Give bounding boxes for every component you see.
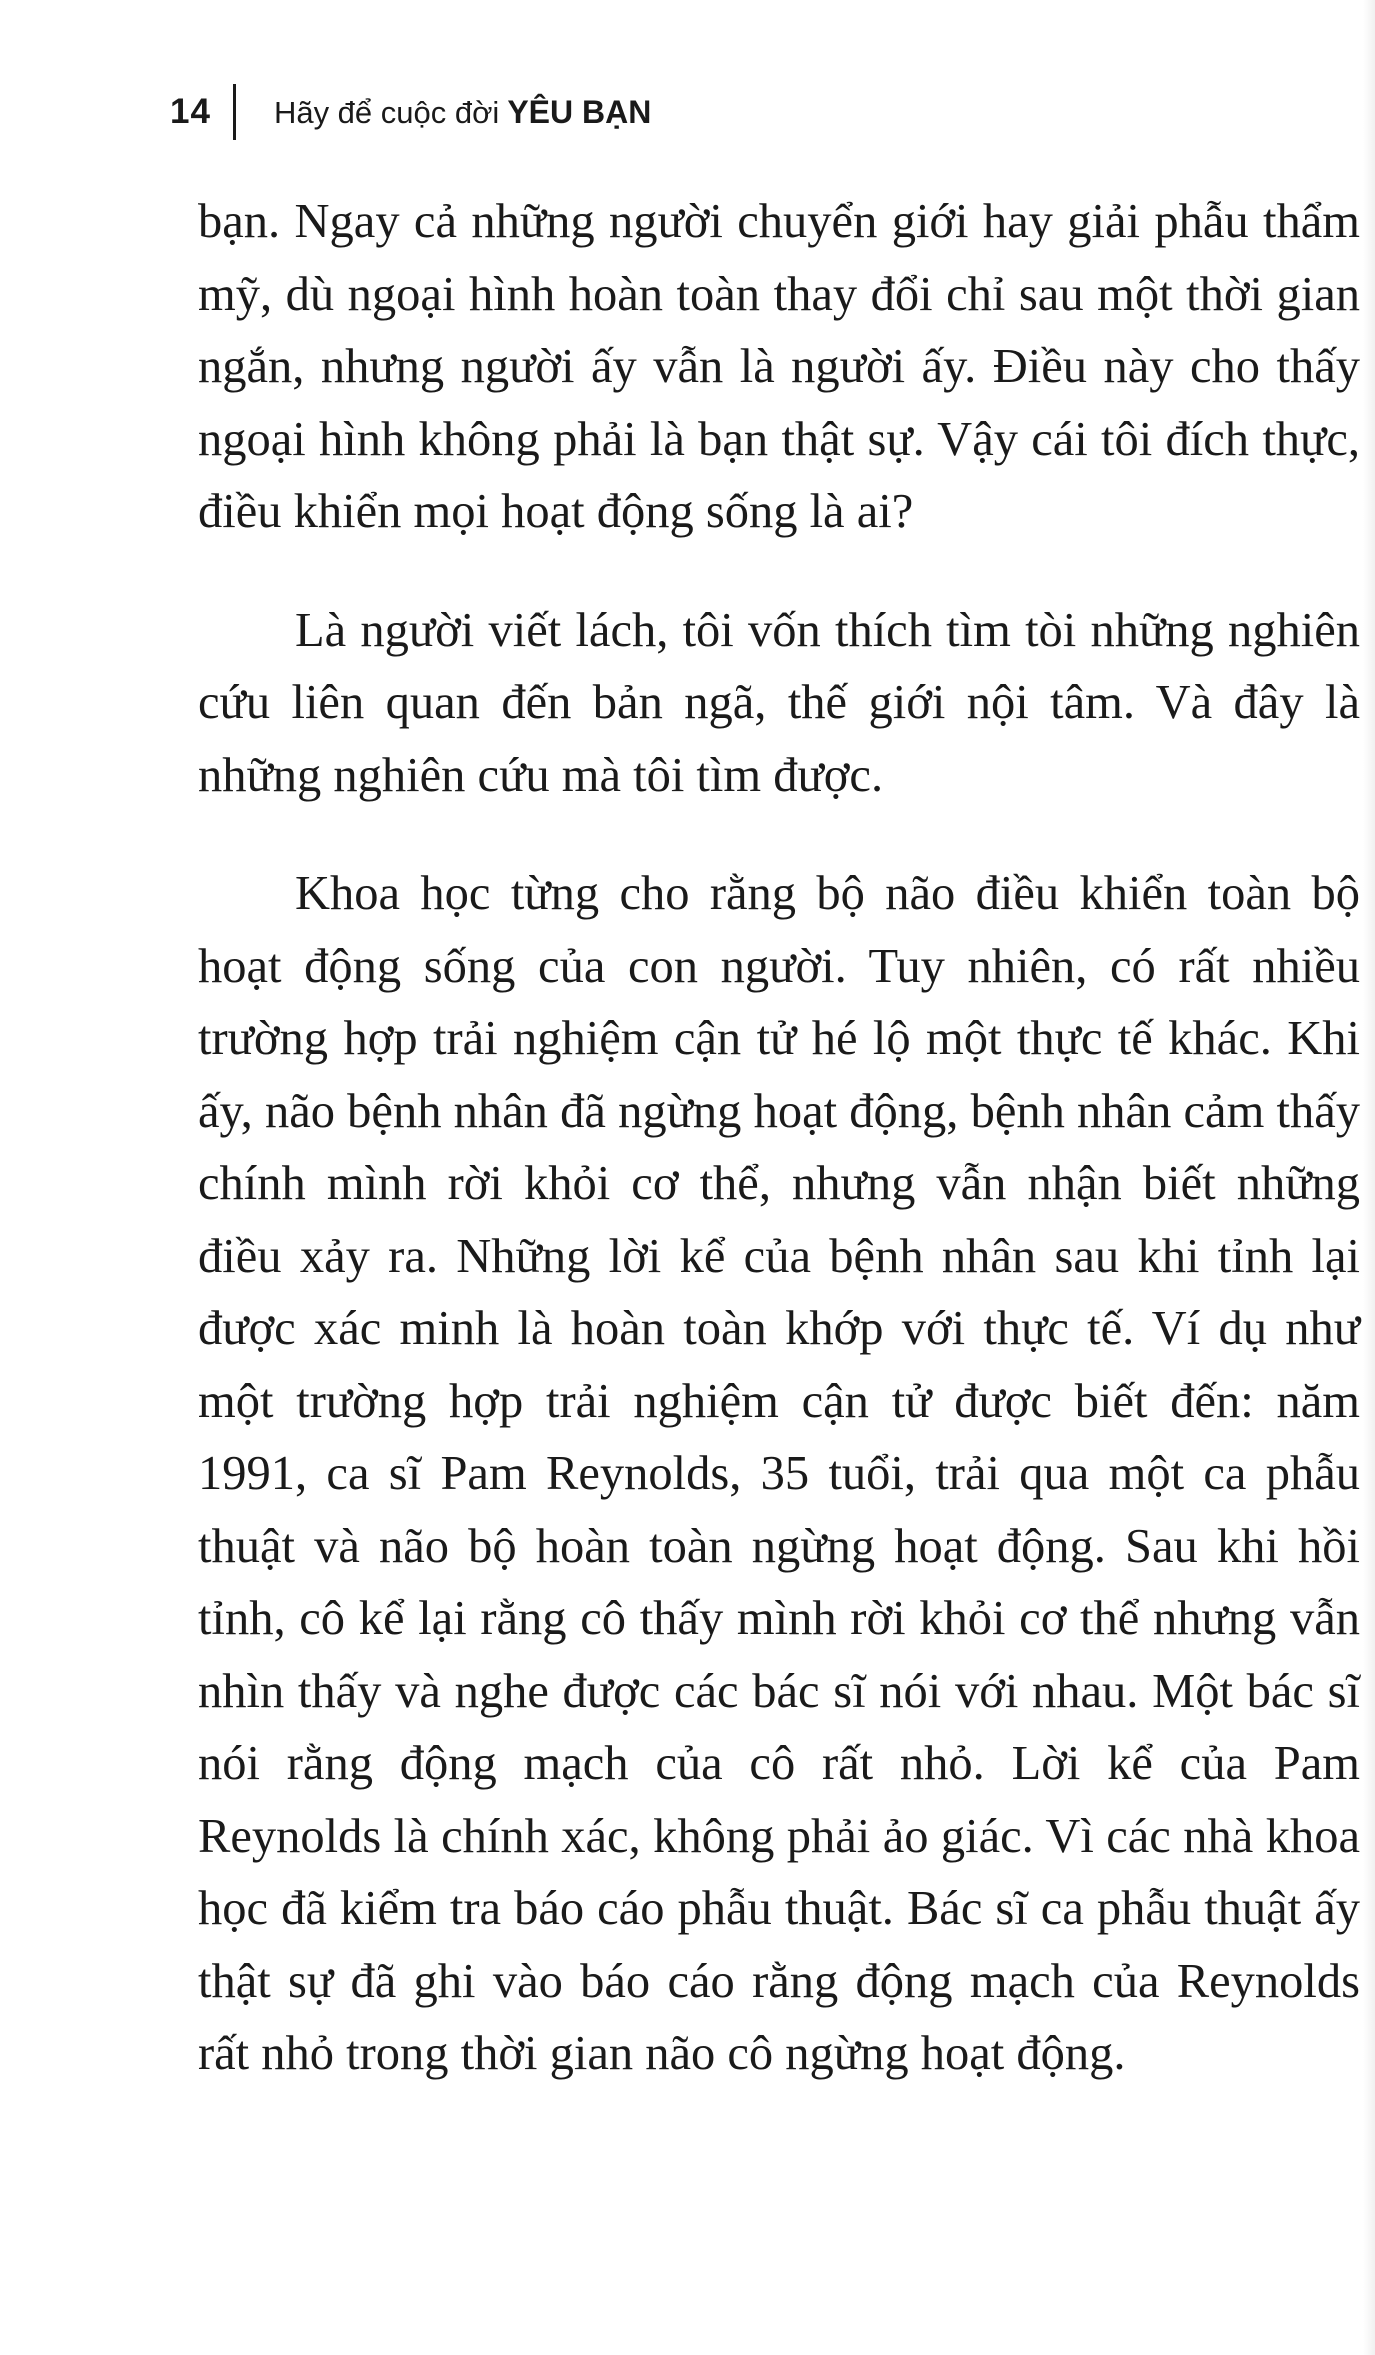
- page-number: 14: [170, 92, 211, 131]
- header-divider: [233, 84, 236, 140]
- paragraph: Là người viết lách, tôi vốn thích tìm tòi những nghiên cứu liên quan đến bản ngã, thế giới nội tâm. Và đây là những nghiên cứu mà tôi tìm được.: [198, 603, 1360, 802]
- paragraph: Khoa học từng cho rằng bộ não điều khiển toàn bộ hoạt động sống của con người. Tuy nhiên, có rất nhiều trường hợp trải nghiệm cận tử hé lộ một thực tế khác. Khi ấy, não bệnh nhân đã ngừng hoạt động, bệnh nhân cảm thấy chính mình rời khỏi cơ thể, nhưng vẫn nhận biết những điều xảy ra. Những lời kể của bệnh nhân sau khi tỉnh lại được xác minh là hoàn toàn khớp với thực tế. Ví dụ như một trường hợp trải nghiệm cận tử được biết đến: năm 1991, ca sĩ Pam Reynolds, 35 tuổi, trải qua một ca phẫu thuật và não bộ hoàn toàn ngừng hoạt động. Sau khi hồi tỉnh, cô kể lại rằng cô thấy mình rời khỏi cơ thể nhưng vẫn nhìn thấy và nghe được các bác sĩ nói với nhau. Một bác sĩ nói rằng động mạch của cô rất nhỏ. Lời kể của Pam Reynolds là chính xác, không phải ảo giác. Vì các nhà khoa học đã kiểm tra báo cáo phẫu thuật. Bác sĩ ca phẫu thuật ấy thật sự đã ghi vào báo cáo rằng động mạch của Reynolds rất nhỏ trong thời gian não cô ngừng hoạt động.: [198, 867, 1360, 2080]
- paragraph-continued: bạn. Ngay cả những người chuyển giới hay giải phẫu thẩm mỹ, dù ngoại hình hoàn toàn thay đổi chỉ sau một thời gian ngắn, nhưng người ấy vẫn là người ấy. Điều này cho thấy ngoại hình không phải là bạn thật sự. Vậy cái tôi đích thực, điều khiển mọi hoạt động sống là ai?: [198, 195, 1360, 538]
- book-title-emphasis: YÊU BẠN: [507, 93, 652, 130]
- body-text: [198, 186, 1360, 2137]
- book-title: [274, 94, 651, 131]
- page-edge-shadow: [1363, 0, 1375, 2355]
- running-header: [170, 82, 651, 142]
- book-title-prefix: Hãy để cuộc đời: [273, 94, 500, 130]
